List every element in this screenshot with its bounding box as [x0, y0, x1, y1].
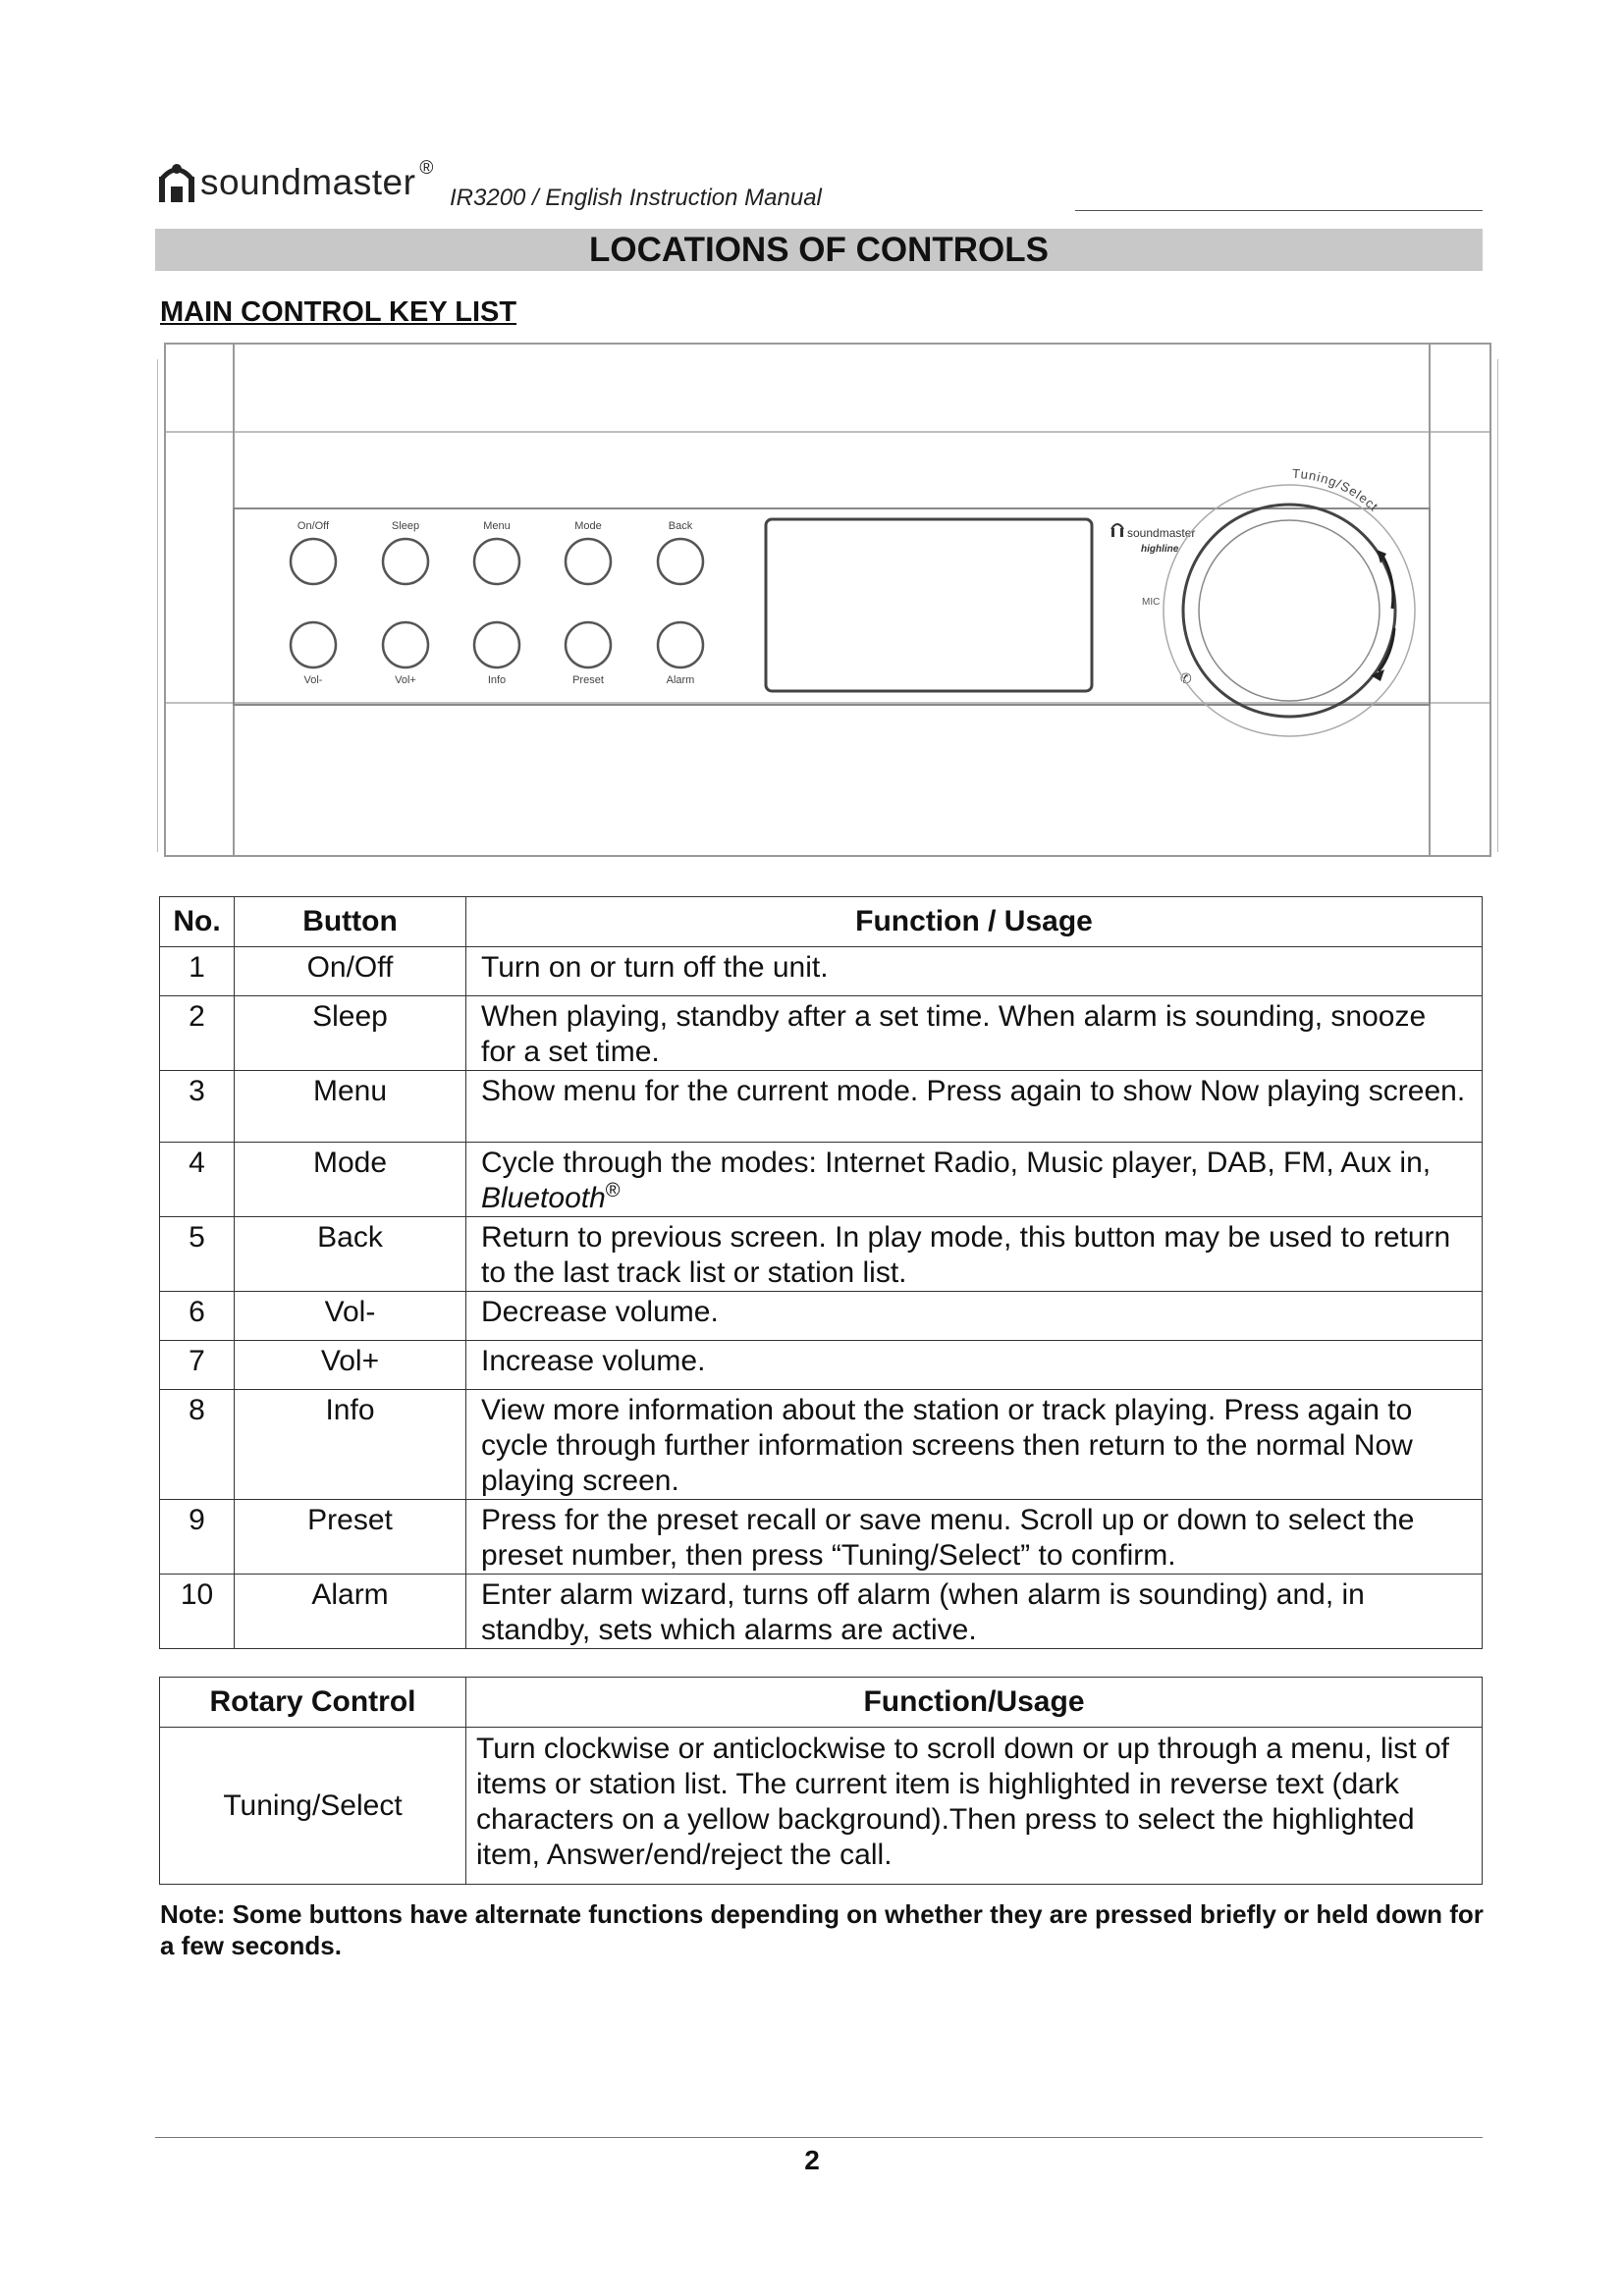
row-button: Back — [235, 1217, 466, 1292]
table-row — [160, 1341, 1483, 1390]
device-label-alarm: Alarm — [666, 674, 695, 686]
table-row — [160, 996, 1483, 1071]
footer-rule — [155, 2137, 1483, 2138]
table-row — [160, 1500, 1483, 1575]
row-function: View more information about the station or track playing. Press again to cycle through further information screens then return to the normal Now playing screen. — [466, 1390, 1483, 1500]
row-button: Sleep — [235, 996, 466, 1071]
page-title-banner: LOCATIONS OF CONTROLS — [155, 229, 1483, 271]
table-row — [160, 1217, 1483, 1292]
device-mic-label: MIC — [1142, 597, 1161, 608]
device-label-preset: Preset — [572, 674, 604, 686]
row-number: 3 — [160, 1071, 235, 1143]
header-rule — [1075, 210, 1483, 211]
row-function — [466, 1143, 1483, 1217]
device-brand-logo-icon — [1111, 524, 1123, 537]
header-rotary-control: Rotary Control — [160, 1678, 466, 1728]
row-button: Vol- — [235, 1292, 466, 1341]
device-button-info — [474, 622, 519, 686]
device-label-menu: Menu — [483, 520, 511, 532]
device-button-alarm — [658, 622, 703, 686]
table-row — [160, 1575, 1483, 1649]
row-button: Info — [235, 1390, 466, 1500]
row-function: When playing, standby after a set time. When alarm is sounding, snooze for a set time. — [466, 996, 1483, 1071]
device-button-back — [658, 520, 703, 584]
row-button: Menu — [235, 1071, 466, 1143]
key-list-table — [159, 896, 1483, 1649]
table-header-row — [160, 1678, 1483, 1728]
row-number: 8 — [160, 1390, 235, 1500]
device-label-vol-up: Vol+ — [395, 674, 416, 686]
header-function: Function / Usage — [466, 897, 1483, 947]
row-button: Vol+ — [235, 1341, 466, 1390]
row-button: Preset — [235, 1500, 466, 1575]
row-function-text: Cycle through the modes: Internet Radio, Music player, DAB, FM, Aux in, — [481, 1147, 1432, 1179]
row-function: Enter alarm wizard, turns off alarm (when alarm is sounding) and, in standby, sets which alarms are active. — [466, 1575, 1483, 1649]
page-number: 2 — [804, 2145, 820, 2175]
row-number: 6 — [160, 1292, 235, 1341]
device-button-vol-down — [291, 622, 336, 686]
device-label-back: Back — [668, 520, 693, 532]
brand-registered-mark: ® — [419, 158, 434, 179]
row-button: Alarm — [235, 1575, 466, 1649]
device-label-vol-down: Vol- — [303, 674, 323, 686]
row-number: 7 — [160, 1341, 235, 1390]
device-button-sleep — [383, 520, 428, 584]
row-number: 4 — [160, 1143, 235, 1217]
note-text: Note: Some buttons have alternate functions depending on whether they are pressed briefly or held down for a few seconds. — [160, 1899, 1484, 1960]
table-row — [160, 1728, 1483, 1885]
row-function: Turn clockwise or anticlockwise to scroll down or up through a menu, list of items or station list. The current item is highlighted in reverse text (dark characters on a yellow background).Then press to select the highlighted item, Answer/end/reject the call. — [466, 1728, 1483, 1885]
header-function-usage: Function/Usage — [466, 1678, 1483, 1728]
row-function: Increase volume. — [466, 1341, 1483, 1390]
device-button-on-off — [291, 520, 336, 584]
device-front-panel-illustration — [157, 342, 1498, 862]
device-label-on-off: On/Off — [297, 520, 330, 532]
row-number: 5 — [160, 1217, 235, 1292]
page-header — [157, 155, 1483, 214]
device-button-vol-up — [383, 622, 428, 686]
brand-name: soundmaster — [200, 162, 416, 202]
row-function: Press for the preset recall or save menu. Scroll up or down to select the preset number, then press “Tuning/Select” to confirm. — [466, 1500, 1483, 1575]
phone-icon: ✆ — [1180, 670, 1192, 686]
row-function-registered: ® — [605, 1180, 621, 1201]
device-brand-text: soundmaster — [1127, 526, 1196, 540]
row-number: 1 — [160, 947, 235, 996]
device-subbrand-text: highline — [1141, 544, 1179, 555]
table-row — [160, 1143, 1483, 1217]
device-label-info: Info — [487, 674, 507, 686]
dial-label: Tuning/Select — [1291, 465, 1382, 515]
row-number: 2 — [160, 996, 235, 1071]
table-row — [160, 1071, 1483, 1143]
row-function: Return to previous screen. In play mode, this button may be used to return to the last track list or station list. — [466, 1217, 1483, 1292]
row-button: Mode — [235, 1143, 466, 1217]
manual-title: IR3200 / English Instruction Manual — [450, 185, 822, 211]
table-header-row — [160, 897, 1483, 947]
device-button-menu — [474, 520, 519, 584]
table-row — [160, 947, 1483, 996]
row-number: 9 — [160, 1500, 235, 1575]
row-function-bluetooth: Bluetooth — [481, 1182, 606, 1214]
row-control: Tuning/Select — [160, 1728, 466, 1885]
section-title: MAIN CONTROL KEY LIST — [160, 296, 517, 328]
device-button-preset — [566, 622, 611, 686]
row-button: On/Off — [235, 947, 466, 996]
brand-logo — [157, 159, 433, 206]
device-button-mode — [566, 520, 611, 584]
device-label-sleep: Sleep — [391, 520, 420, 532]
device-display — [766, 519, 1092, 691]
table-row — [160, 1390, 1483, 1500]
header-no: No. — [160, 897, 235, 947]
tuning-select-dial — [1164, 485, 1415, 736]
table-row — [160, 1292, 1483, 1341]
soundmaster-logo-icon — [157, 159, 196, 206]
row-function: Decrease volume. — [466, 1292, 1483, 1341]
row-function: Turn on or turn off the unit. — [466, 947, 1483, 996]
device-label-mode: Mode — [574, 520, 602, 532]
header-button: Button — [235, 897, 466, 947]
row-function: Show menu for the current mode. Press again to show Now playing screen. — [466, 1071, 1483, 1143]
rotary-control-table — [159, 1677, 1483, 1885]
row-number: 10 — [160, 1575, 235, 1649]
